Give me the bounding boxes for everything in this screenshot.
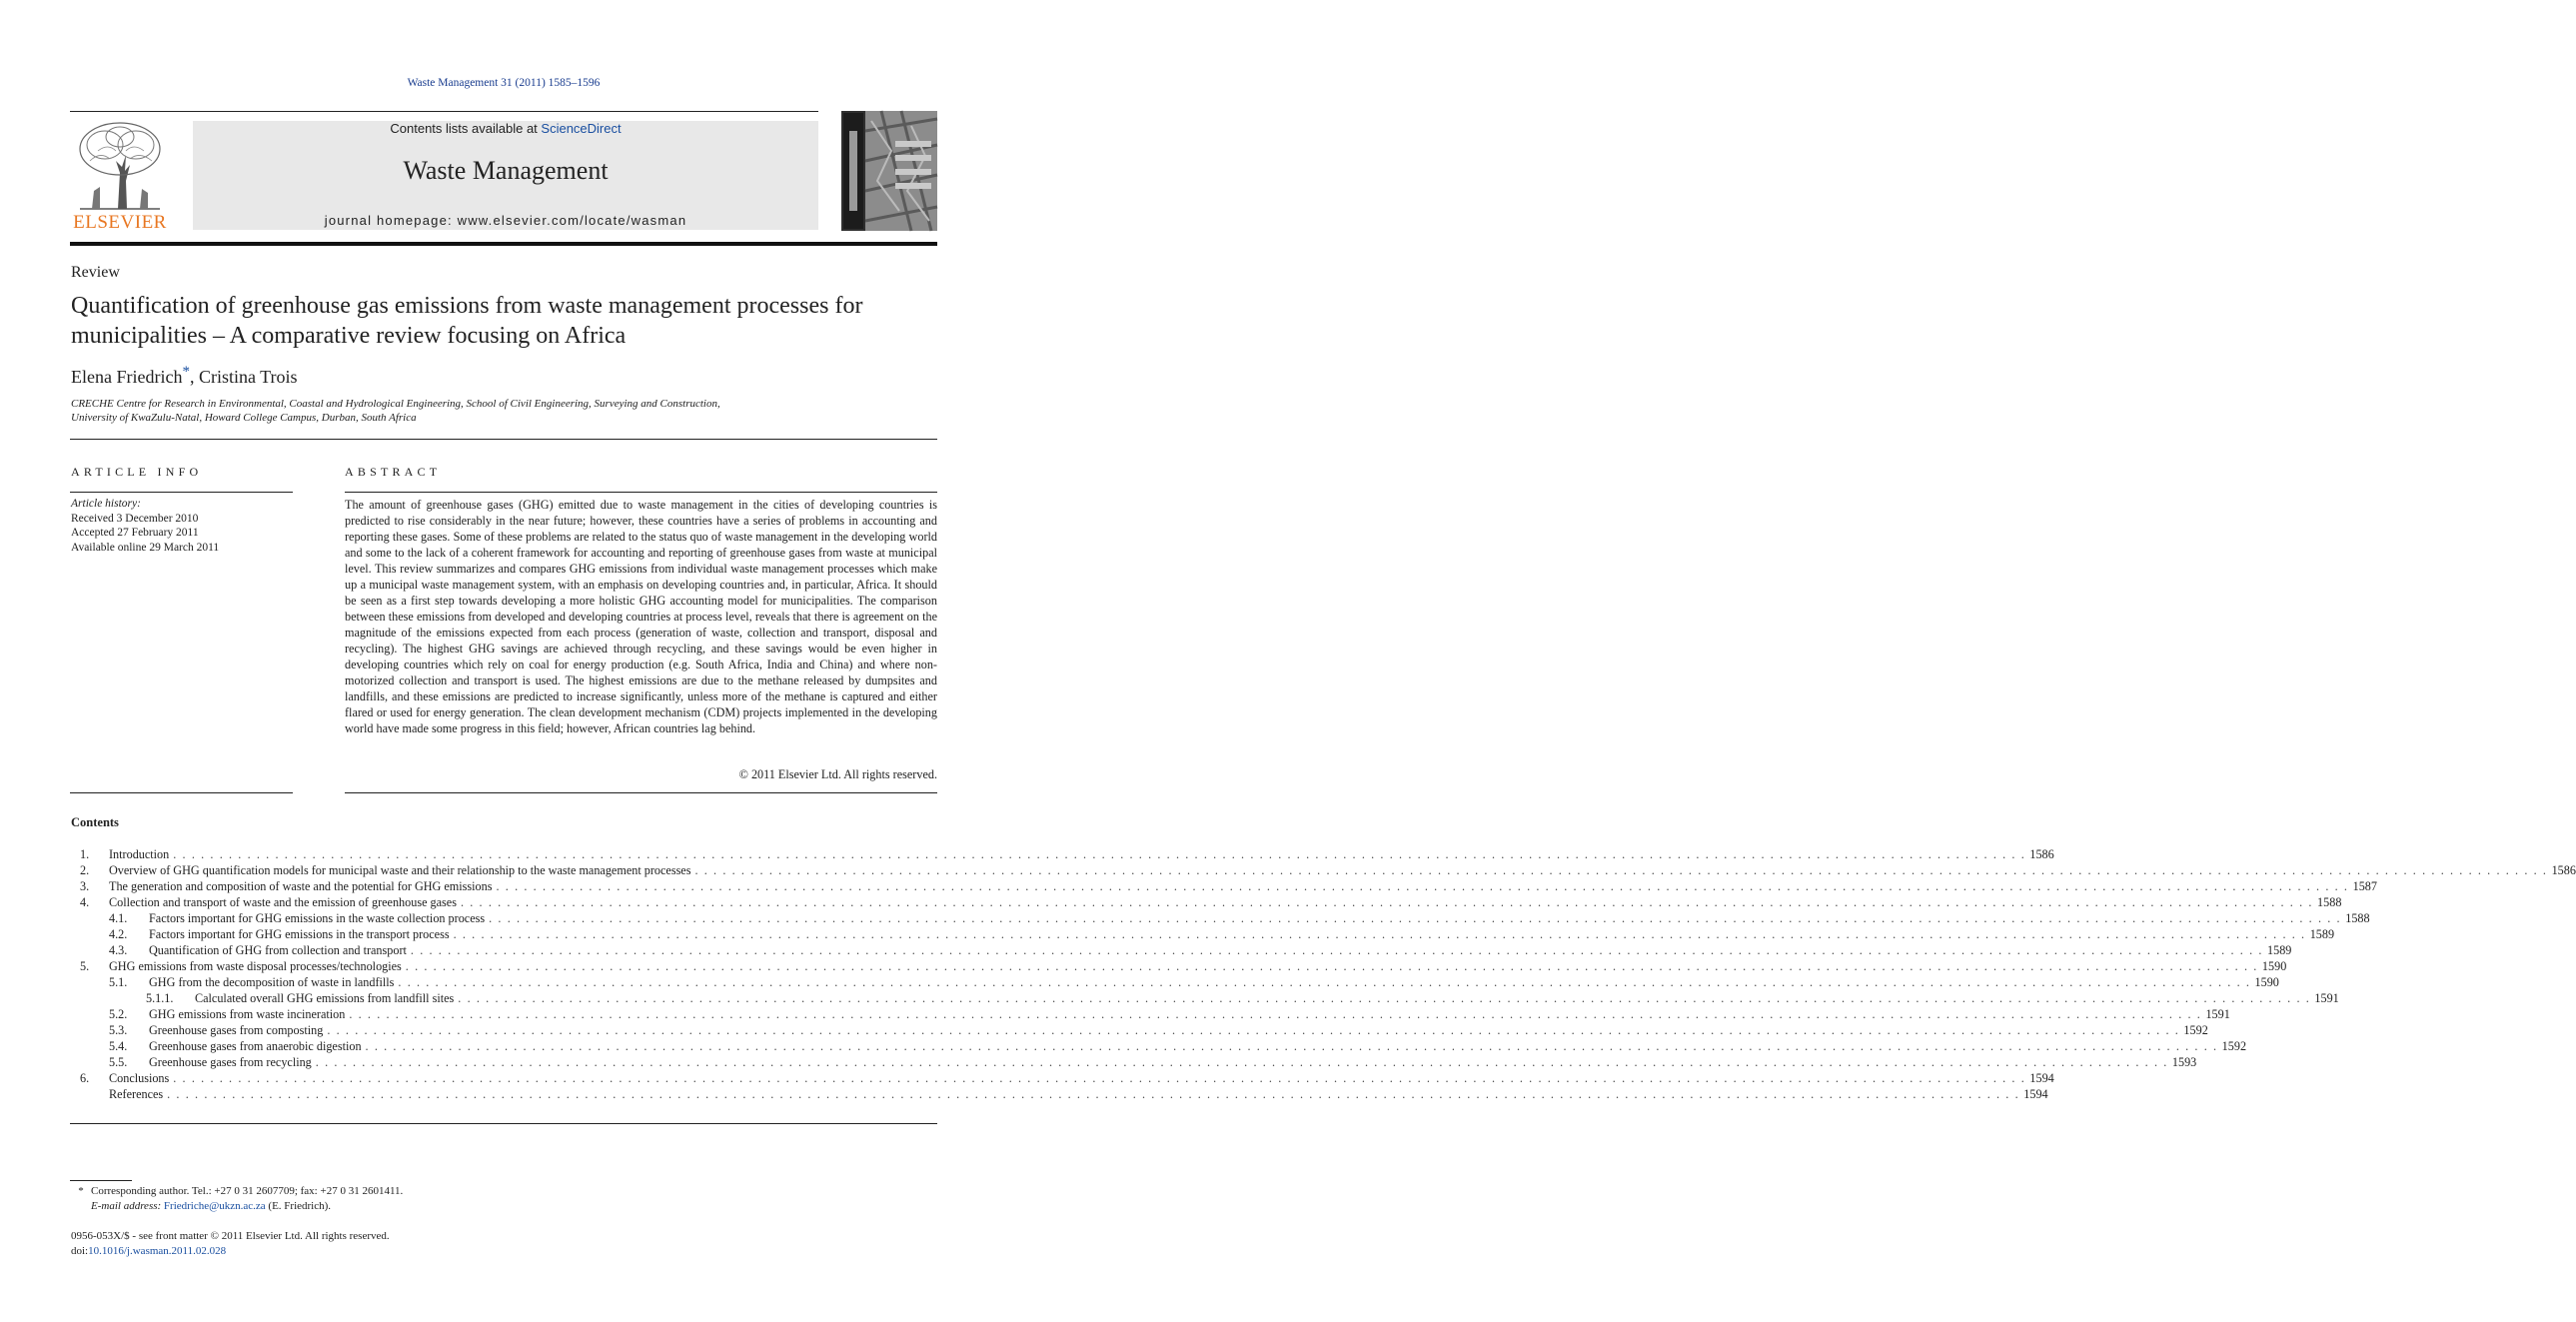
toc-leader-dots: . . . . . . . . . . . . . . . . . . . . . . . . . . . . . . . . . . . . . . . . . . . . . . . . . . . . . . . . . . . . . . . . . . . . . . . . . . . . . . . . . . . . . . . . . . . . . . . . . . . . . . . . . . . . . . . . . . . . . . . . . . . . . . . . . . . . . . . . . . . . . . . . . . . . . . . . . . . . . . . . . . . . . . . . . . . . . . . . . . . . . . . . . . . . . . . . . . . . . . . . <box>173 847 2026 861</box>
doi-link[interactable]: 10.1016/j.wasman.2011.02.028 <box>88 1245 227 1257</box>
toc-entry-page: 1592 <box>2221 1039 2247 1053</box>
toc-entry[interactable] <box>71 958 2287 974</box>
toc-entry-page: 1594 <box>2029 1071 2054 1085</box>
article-info-heading: ARTICLE INFO <box>71 465 203 479</box>
toc-entry-number: 4. <box>80 895 90 909</box>
toc-entry-number: 5.1. <box>109 975 128 989</box>
toc-entry[interactable] <box>71 846 2054 862</box>
section-rule <box>70 439 937 440</box>
toc-leader-dots: . . . . . . . . . . . . . . . . . . . . . . . . . . . . . . . . . . . . . . . . . . . . . . . . . . . . . . . . . . . . . . . . . . . . . . . . . . . . . . . . . . . . . . . . . . . . . . . . . . . . . . . . . . . . . . . . . . . . . . . . . . . . . . . . . . . . . . . . . . . . . . . . . . . . . . . . . . . . . . . . . . . . . . . . . . . . . . . . . . . . . . . . . . . . . . . . . . . . . . . . <box>365 1039 2218 1053</box>
toc-entry-title[interactable]: Factors important for GHG emissions in the waste collection process <box>149 911 486 925</box>
toc-entry-page: 1586 <box>2029 847 2054 861</box>
footnote <box>71 1184 403 1214</box>
toc-entry-page: 1590 <box>2254 975 2279 989</box>
toc-leader-dots: . . . . . . . . . . . . . . . . . . . . . . . . . . . . . . . . . . . . . . . . . . . . . . . . . . . . . . . . . . . . . . . . . . . . . . . . . . . . . . . . . . . . . . . . . . . . . . . . . . . . . . . . . . . . . . . . . . . . . . . . . . . . . . . . . . . . . . . . . . . . . . . . . . . . . . . . . . . . . . . . . . . . . . . . . . . . . . . . . . . . . . . . . . . . . . . . . . . . . . . . <box>405 959 2258 973</box>
contents-prefix: Contents lists available at <box>390 121 542 136</box>
history-label: Article history: <box>71 498 141 510</box>
abstract-copyright: © 2011 Elsevier Ltd. All rights reserved. <box>738 767 937 781</box>
toc-leader-dots: . . . . . . . . . . . . . . . . . . . . . . . . . . . . . . . . . . . . . . . . . . . . . . . . . . . . . . . . . . . . . . . . . . . . . . . . . . . . . . . . . . . . . . . . . . . . . . . . . . . . . . . . . . . . . . . . . . . . . . . . . . . . . . . . . . . . . . . . . . . . . . . . . . . . . . . . . . . . . . . . . . . . . . . . . . . . . . . . . . . . . . . . . . . . . . . . . . . . . . . . <box>460 895 2314 909</box>
toc-entry-number: 4.2. <box>109 927 128 941</box>
toc-entry-number: 1. <box>80 847 90 861</box>
toc-entry-title[interactable]: Calculated overall GHG emissions from landfill sites <box>195 991 455 1005</box>
email-suffix: (E. Friedrich). <box>265 1200 332 1212</box>
toc-entry[interactable] <box>71 910 2370 926</box>
toc-entry-number: 6. <box>80 1071 90 1085</box>
article-title: Quantification of greenhouse gas emissions from waste management processes for municipalities – A comparative review focusing on Africa <box>71 293 863 349</box>
article-type: Review <box>71 264 120 281</box>
toc-entry-title[interactable]: GHG from the decomposition of waste in landfills <box>149 975 395 989</box>
toc-entry[interactable] <box>71 1070 2054 1086</box>
toc-entry-number: 2. <box>80 863 90 877</box>
toc-entry-number: 4.1. <box>109 911 128 925</box>
toc-entry-title[interactable]: Conclusions <box>109 1071 170 1085</box>
toc-entry-page: 1588 <box>2317 895 2342 909</box>
toc-leader-dots: . . . . . . . . . . . . . . . . . . . . . . . . . . . . . . . . . . . . . . . . . . . . . . . . . . . . . . . . . . . . . . . . . . . . . . . . . . . . . . . . . . . . . . . . . . . . . . . . . . . . . . . . . . . . . . . . . . . . . . . . . . . . . . . . . . . . . . . . . . . . . . . . . . . . . . . . . . . . . . . . . . . . . . . . . . . . . . . . . . . . . . . . . . . . . . . . . . . . . . . . <box>489 911 2342 925</box>
article-info-rule-bottom <box>70 792 293 793</box>
toc-entry-page: 1589 <box>2267 943 2292 957</box>
toc-entry-page: 1588 <box>2345 911 2370 925</box>
toc-entry-title[interactable]: Factors important for GHG emissions in the transport process <box>149 927 450 941</box>
toc-entry-number: 5.5. <box>109 1055 128 1069</box>
contents-rule-bottom <box>70 1123 937 1124</box>
table-of-contents <box>71 846 2576 1102</box>
toc-leader-dots: . . . . . . . . . . . . . . . . . . . . . . . . . . . . . . . . . . . . . . . . . . . . . . . . . . . . . . . . . . . . . . . . . . . . . . . . . . . . . . . . . . . . . . . . . . . . . . . . . . . . . . . . . . . . . . . . . . . . . . . . . . . . . . . . . . . . . . . . . . . . . . . . . . . . . . . . . . . . . . . . . . . . . . . . . . . . . . . . . . . . . . . . . . . . . . . . . . . . . . . . <box>349 1007 2202 1021</box>
affiliation-line: University of KwaZulu-Natal, Howard College Campus, Durban, South Africa <box>71 412 417 424</box>
author-name[interactable]: Cristina Trois <box>198 367 298 387</box>
toc-entry-page: 1594 <box>2023 1087 2048 1101</box>
abstract-rule <box>345 492 937 493</box>
toc-entry-title[interactable]: Greenhouse gases from composting <box>149 1023 324 1037</box>
sciencedirect-link[interactable]: ScienceDirect <box>541 121 622 136</box>
toc-entry-page: 1587 <box>2352 879 2377 893</box>
toc-entry-page: 1586 <box>2551 863 2576 877</box>
online-date: Available online 29 March 2011 <box>71 541 220 554</box>
toc-entry-number: 5.3. <box>109 1023 128 1037</box>
toc-leader-dots: . . . . . . . . . . . . . . . . . . . . . . . . . . . . . . . . . . . . . . . . . . . . . . . . . . . . . . . . . . . . . . . . . . . . . . . . . . . . . . . . . . . . . . . . . . . . . . . . . . . . . . . . . . . . . . . . . . . . . . . . . . . . . . . . . . . . . . . . . . . . . . . . . . . . . . . . . . . . . . . . . . . . . . . . . . . . . . . . . . . . . . . . . . . . . . . . . . . . . . . . <box>410 943 2264 957</box>
toc-entry-page: 1591 <box>2314 991 2339 1005</box>
abstract-heading: ABSTRACT <box>345 465 442 479</box>
toc-entry-page: 1590 <box>2261 959 2287 973</box>
toc-entry[interactable] <box>71 942 2292 958</box>
toc-leader-dots: . . . . . . . . . . . . . . . . . . . . . . . . . . . . . . . . . . . . . . . . . . . . . . . . . . . . . . . . . . . . . . . . . . . . . . . . . . . . . . . . . . . . . . . . . . . . . . . . . . . . . . . . . . . . . . . . . . . . . . . . . . . . . . . . . . . . . . . . . . . . . . . . . . . . . . . . . . . . . . . . . . . . . . . . . . . . . . . . . . . . . . . . . . . . . . . . . . . . . . . . <box>173 1071 2026 1085</box>
toc-entry[interactable] <box>71 894 2342 910</box>
toc-entry-number: 5. <box>80 959 90 973</box>
toc-entry[interactable] <box>71 1006 2230 1022</box>
toc-entry-number: 5.2. <box>109 1007 128 1021</box>
doi-label: doi: <box>71 1245 89 1257</box>
email-link[interactable]: Friedriche@ukzn.ac.za <box>163 1200 266 1212</box>
toc-entry-title[interactable]: Greenhouse gases from recycling <box>149 1055 312 1069</box>
toc-entry-page: 1589 <box>2309 927 2335 941</box>
toc-entry[interactable] <box>71 1038 2247 1054</box>
toc-entry[interactable] <box>71 862 2576 878</box>
author-separator: , <box>189 367 199 387</box>
abstract-text: The amount of greenhouse gases (GHG) emitted due to waste management in the cities of developing countries is predicted to rise considerably in the near future; however, these countries have a series of problems in accounting and reporting these gases. Some of these problems are related to the status quo of waste management in the developing world and some to the lack of a coherent framework for accounting and reporting of greenhouse gases from waste at municipal level. This review summarizes and compares GHG emissions from individual waste management processes which make up a municipal waste management system, with an emphasis on developing countries and, in particular, Africa. It should be seen as a first step towards developing a more holistic GHG accounting model for municipalities. The comparison between these emissions from developed and developing countries at process level, reveals that there is agreement on the magnitude of the emissions expected from each process (generation of waste, collection and transport, disposal and recycling). The highest GHG savings are achieved through recycling, and these savings would be even higher in developing countries which rely on coal for energy production (e.g. South Africa, India and China) and where non-motorized collection and transport is used. The highest emissions are due to the methane released by dumpsites and landfills, and these emissions are predicted to increase significantly, unless more of the methane is captured and either flared or used for energy generation. The clean development mechanism (CDM) projects implemented in the developing world have made some progress in this field; however, African countries lag behind. <box>345 498 937 735</box>
toc-leader-dots: . . . . . . . . . . . . . . . . . . . . . . . . . . . . . . . . . . . . . . . . . . . . . . . . . . . . . . . . . . . . . . . . . . . . . . . . . . . . . . . . . . . . . . . . . . . . . . . . . . . . . . . . . . . . . . . . . . . . . . . . . . . . . . . . . . . . . . . . . . . . . . . . . . . . . . . . . . . . . . . . . . . . . . . . . . . . . . . . . . . . . . . . . . . . . . . . . . . . . . . . <box>694 863 2548 877</box>
journal-title[interactable]: Waste Management <box>403 156 609 185</box>
toc-entry[interactable] <box>71 974 2279 990</box>
header-rule-thick <box>70 242 937 246</box>
elsevier-wordmark: ELSEVIER <box>73 212 167 233</box>
toc-entry-title[interactable]: GHG emissions from waste incineration <box>149 1007 346 1021</box>
author-list <box>71 364 298 388</box>
journal-citation[interactable]: Waste Management 31 (2011) 1585–1596 <box>407 77 601 89</box>
toc-entry-title[interactable]: The generation and composition of waste and the potential for GHG emissions <box>109 879 493 893</box>
toc-entry-title[interactable]: Overview of GHG quantification models for municipal waste and their relationship to the waste management processes <box>109 863 691 877</box>
corresponding-info: Corresponding author. Tel.: +27 0 31 2607709; fax: +27 0 31 2601411. <box>91 1185 404 1197</box>
toc-leader-dots: . . . . . . . . . . . . . . . . . . . . . . . . . . . . . . . . . . . . . . . . . . . . . . . . . . . . . . . . . . . . . . . . . . . . . . . . . . . . . . . . . . . . . . . . . . . . . . . . . . . . . . . . . . . . . . . . . . . . . . . . . . . . . . . . . . . . . . . . . . . . . . . . . . . . . . . . . . . . . . . . . . . . . . . . . . . . . . . . . . . . . . . . . . . . . . . . . . . . . . . . <box>398 975 2251 989</box>
article-info-rule <box>70 492 293 493</box>
affiliation-line: CRECHE Centre for Research in Environmental, Coastal and Hydrological Engineering, School of Civil Engineering, Surveying and Construction, <box>71 398 720 410</box>
toc-entry[interactable] <box>71 878 2377 894</box>
toc-leader-dots: . . . . . . . . . . . . . . . . . . . . . . . . . . . . . . . . . . . . . . . . . . . . . . . . . . . . . . . . . . . . . . . . . . . . . . . . . . . . . . . . . . . . . . . . . . . . . . . . . . . . . . . . . . . . . . . . . . . . . . . . . . . . . . . . . . . . . . . . . . . . . . . . . . . . . . . . . . . . . . . . . . . . . . . . . . . . . . . . . . . . . . . . . . . . . . . . . . . . . . . . <box>315 1055 2168 1069</box>
article-history <box>71 497 219 555</box>
toc-entry[interactable] <box>71 1022 2208 1038</box>
author-name[interactable]: Elena Friedrich <box>71 367 183 387</box>
header-rule-top <box>70 111 818 112</box>
received-date: Received 3 December 2010 <box>71 512 199 525</box>
toc-entry-title[interactable]: Greenhouse gases from anaerobic digestion <box>149 1039 362 1053</box>
toc-entry[interactable] <box>71 926 2335 942</box>
footer-info <box>71 1229 390 1259</box>
contents-heading: Contents <box>71 815 119 829</box>
toc-entry-title[interactable]: Introduction <box>109 847 170 861</box>
toc-leader-dots: . . . . . . . . . . . . . . . . . . . . . . . . . . . . . . . . . . . . . . . . . . . . . . . . . . . . . . . . . . . . . . . . . . . . . . . . . . . . . . . . . . . . . . . . . . . . . . . . . . . . . . . . . . . . . . . . . . . . . . . . . . . . . . . . . . . . . . . . . . . . . . . . . . . . . . . . . . . . . . . . . . . . . . . . . . . . . . . . . . . . . . . . . . . . . . . . . . . . . . . . <box>167 1087 2020 1101</box>
issn-line: 0956-053X/$ - see front matter © 2011 Elsevier Ltd. All rights reserved. <box>71 1230 390 1242</box>
affiliation <box>71 397 720 425</box>
journal-cover-image <box>841 111 937 231</box>
toc-entry-title[interactable]: Collection and transport of waste and the emission of greenhouse gases <box>109 895 457 909</box>
toc-entry-title[interactable]: References <box>109 1087 164 1101</box>
toc-entry-number: 5.4. <box>109 1039 128 1053</box>
abstract-rule-bottom <box>345 792 937 793</box>
toc-entry-title[interactable]: GHG emissions from waste disposal processes/technologies <box>109 959 402 973</box>
toc-entry-page: 1593 <box>2171 1055 2197 1069</box>
footnote-rule <box>70 1180 132 1181</box>
contents-availability <box>193 121 818 136</box>
accepted-date: Accepted 27 February 2011 <box>71 527 199 539</box>
toc-entry-number: 5.1.1. <box>146 991 174 1005</box>
footnote-mark: * <box>78 1185 84 1197</box>
toc-entry-page: 1592 <box>2183 1023 2208 1037</box>
journal-homepage[interactable]: journal homepage: www.elsevier.com/locate/wasman <box>324 213 687 228</box>
toc-entry-page: 1591 <box>2205 1007 2230 1021</box>
toc-leader-dots: . . . . . . . . . . . . . . . . . . . . . . . . . . . . . . . . . . . . . . . . . . . . . . . . . . . . . . . . . . . . . . . . . . . . . . . . . . . . . . . . . . . . . . . . . . . . . . . . . . . . . . . . . . . . . . . . . . . . . . . . . . . . . . . . . . . . . . . . . . . . . . . . . . . . . . . . . . . . . . . . . . . . . . . . . . . . . . . . . . . . . . . . . . . . . . . . . . . . . . . . <box>327 1023 2180 1037</box>
toc-entry[interactable] <box>71 1086 2048 1102</box>
toc-entry[interactable] <box>71 1054 2197 1070</box>
toc-leader-dots: . . . . . . . . . . . . . . . . . . . . . . . . . . . . . . . . . . . . . . . . . . . . . . . . . . . . . . . . . . . . . . . . . . . . . . . . . . . . . . . . . . . . . . . . . . . . . . . . . . . . . . . . . . . . . . . . . . . . . . . . . . . . . . . . . . . . . . . . . . . . . . . . . . . . . . . . . . . . . . . . . . . . . . . . . . . . . . . . . . . . . . . . . . . . . . . . . . . . . . . . <box>453 927 2306 941</box>
toc-entry-number: 3. <box>80 879 90 893</box>
toc-entry-number: 4.3. <box>109 943 128 957</box>
toc-leader-dots: . . . . . . . . . . . . . . . . . . . . . . . . . . . . . . . . . . . . . . . . . . . . . . . . . . . . . . . . . . . . . . . . . . . . . . . . . . . . . . . . . . . . . . . . . . . . . . . . . . . . . . . . . . . . . . . . . . . . . . . . . . . . . . . . . . . . . . . . . . . . . . . . . . . . . . . . . . . . . . . . . . . . . . . . . . . . . . . . . . . . . . . . . . . . . . . . . . . . . . . . <box>496 879 2349 893</box>
toc-leader-dots: . . . . . . . . . . . . . . . . . . . . . . . . . . . . . . . . . . . . . . . . . . . . . . . . . . . . . . . . . . . . . . . . . . . . . . . . . . . . . . . . . . . . . . . . . . . . . . . . . . . . . . . . . . . . . . . . . . . . . . . . . . . . . . . . . . . . . . . . . . . . . . . . . . . . . . . . . . . . . . . . . . . . . . . . . . . . . . . . . . . . . . . . . . . . . . . . . . . . . . . . <box>458 991 2311 1005</box>
toc-entry-title[interactable]: Quantification of GHG from collection and transport <box>149 943 407 957</box>
email-label: E-mail address: <box>91 1200 164 1212</box>
corresponding-author-mark[interactable]: * <box>182 364 190 380</box>
toc-entry[interactable] <box>71 990 2339 1006</box>
